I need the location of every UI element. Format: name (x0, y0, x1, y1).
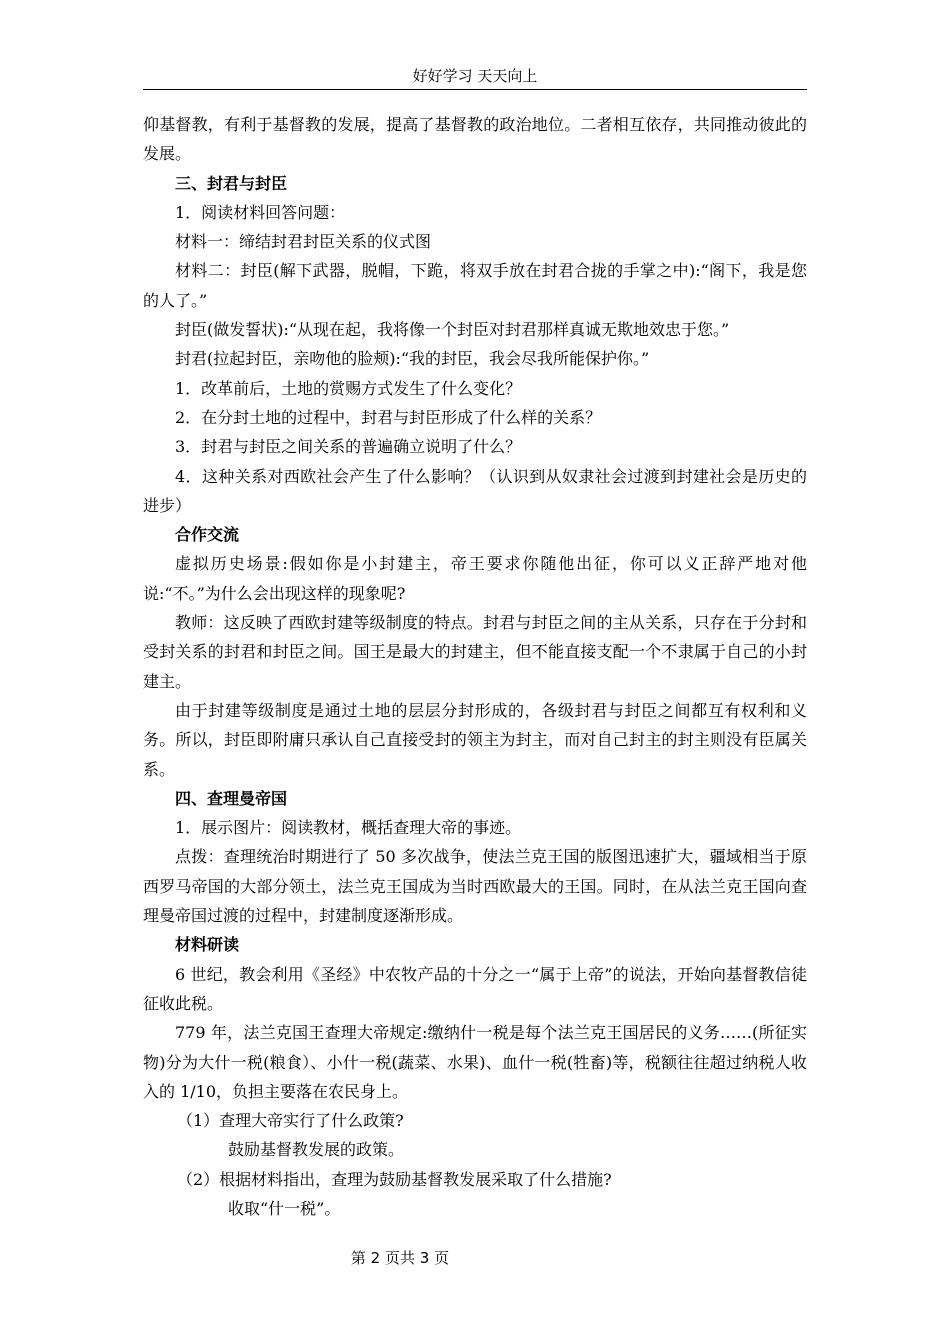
paragraph: 1．展示图片：阅读教材，概括查理大帝的事迹。 (175, 818, 522, 838)
section-heading: 四、查理曼帝国 (175, 788, 288, 808)
paragraph: 封臣(做发誓状):“从现在起，我将像一个封臣对封君那样真诚无欺地效忠于您。” (175, 320, 730, 340)
question: 4．这种关系对西欧社会产生了什么影响？（认识到从奴隶社会过渡到封建社会是历史的进步） (143, 466, 807, 515)
document-body (143, 110, 807, 1223)
paragraph: 779 年，法兰克国王查理大帝规定:缴纳什一税是每个法兰克王国居民的义务……(所征实物)分为大什一税(粮食）、小什一税(蔬菜、水果)、血什一税(牲畜)等，税额往往超过纳税人收入的 1/10，负担主要落在农民身上。 (143, 1023, 807, 1101)
paragraph: 点拨：查理统治时期进行了 50 多次战争，使法兰克王国的版图迅速扩大，疆域相当于原西罗马帝国的大部分领土，法兰克王国成为当时西欧最大的王国。同时，在从法兰克王国向查理曼帝国过渡的过程中，封建制度逐渐形成。 (143, 847, 807, 926)
paragraph: 6 世纪，教会利用《圣经》中农牧产品的十分之一“属于上帝”的说法，开始向基督教信徒征收此税。 (143, 964, 807, 1013)
paragraph: 虚拟历史场景:假如你是小封建主，帝王要求你随他出征，你可以义正辞严地对他说:“不。”为什么会出现这样的现象呢? (143, 554, 807, 603)
paragraph: 材料一：缔结封君封臣关系的仪式图 (175, 232, 432, 252)
question: 3．封君与封臣之间关系的普遍确立说明了什么？ (175, 437, 522, 457)
paragraph: 封君(拉起封臣，亲吻他的脸颊):“我的封臣，我会尽我所能保护你。” (175, 349, 650, 369)
answer: 鼓励基督教发展的政策。 (228, 1140, 405, 1160)
section-heading: 合作交流 (175, 525, 240, 545)
paragraph: 1．阅读材料回答问题： (175, 202, 346, 222)
paragraph: 材料二：封臣(解下武器，脱帽，下跪，将双手放在封君合拢的手掌之中):“阁下，我是您的人了。” (143, 261, 807, 310)
question: 2．在分封土地的过程中，封君与封臣形成了什么样的关系？ (175, 407, 602, 427)
paragraph: 由于封建等级制度是通过土地的层层分封形成的，各级封君与封臣之间都互有权利和义务。所以，封臣即附庸只承认自己直接受封的领主为封主，而对自己封主的封主则没有臣属关系。 (143, 700, 807, 779)
section-heading: 材料研读 (175, 935, 240, 955)
question: （2）根据材料指出，查理为鼓励基督教发展采取了什么措施? (177, 1169, 612, 1189)
page-header: 好好学习 天天向上 (143, 66, 807, 90)
page-footer: 第 2 页共 3 页 (350, 1249, 450, 1267)
question: 1．改革前后，土地的赏赐方式发生了什么变化？ (175, 378, 522, 398)
paragraph: 仰基督教，有利于基督教的发展，提高了基督教的政治地位。二者相互依存，共同推动彼此的发展。 (143, 115, 807, 164)
paragraph: 教师：这反映了西欧封建等级制度的特点。封君与封臣之间的主从关系，只存在于分封和受封关系的封君和封臣之间。国王是最大的封建主，但不能直接支配一个不隶属于自己的小封建主。 (143, 613, 807, 691)
section-heading: 三、封君与封臣 (175, 173, 288, 193)
answer: 收取“什一税”。 (228, 1198, 341, 1218)
question: （1）查理大帝实行了什么政策? (177, 1111, 404, 1131)
